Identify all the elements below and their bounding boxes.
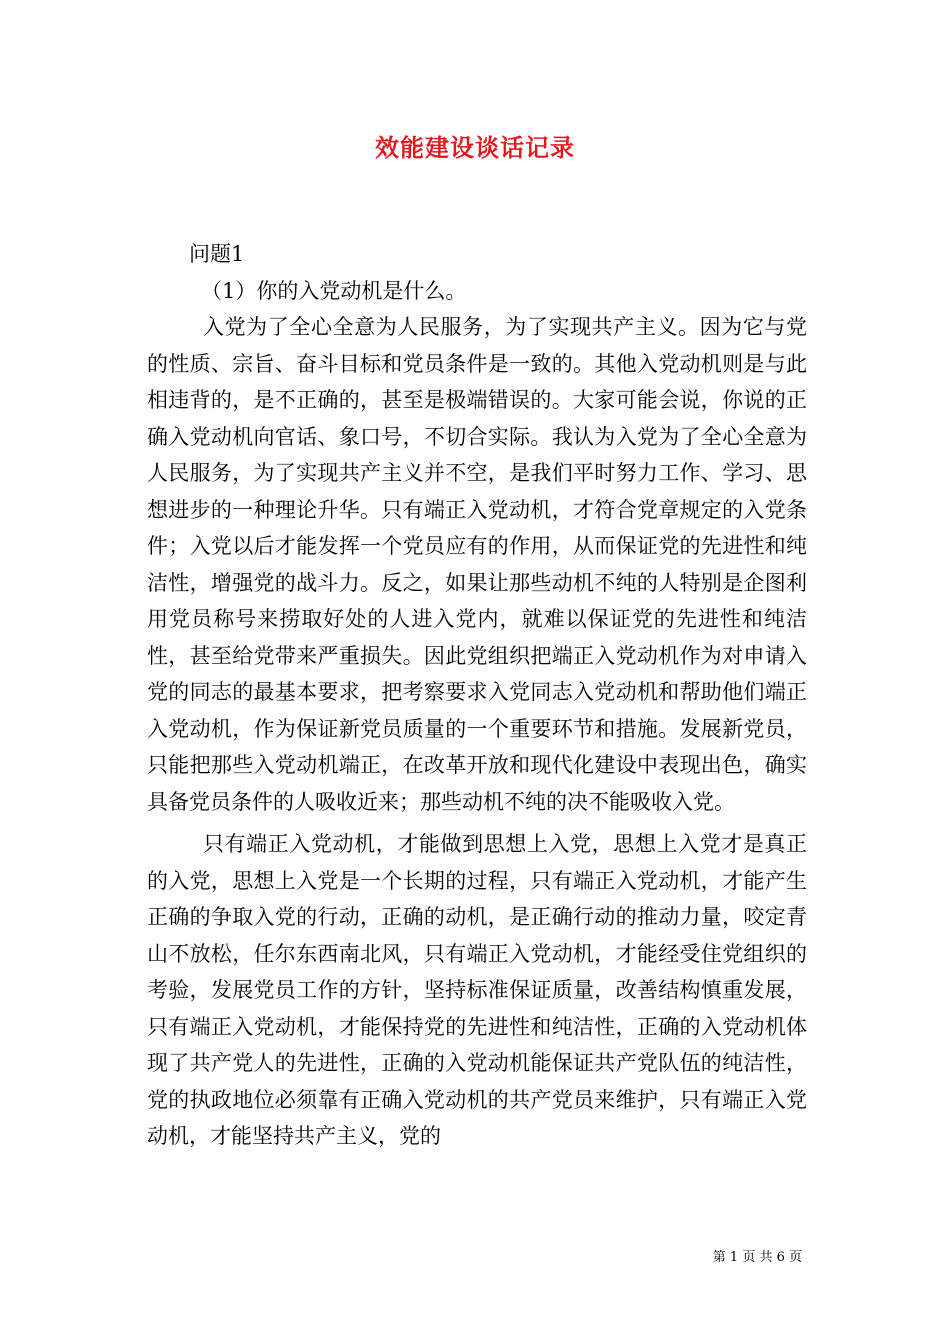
document-body	[147, 236, 807, 1155]
question-text: （1）你的入党动机是什么。	[201, 278, 467, 303]
page-number-footer: 第 1 页 共 6 页	[712, 1250, 802, 1265]
answer-paragraph-2: 只有端正入党动机，才能做到思想上入党，思想上入党才是真正的入党，思想上入党是一个长期的过程，只有端正入党动机，才能产生正确的争取入党的行动，正确的动机，是正确行动的推动力量，咬定青山不放松，任尔东西南北风，只有端正入党动机，才能经受住党组织的考验，发展党员工作的方针，坚持标准保证质量，改善结构慎重发展，只有端正入党动机，才能保持党的先进性和纯洁性，正确的入党动机体现了共产党人的先进性，正确的入党动机能保证共产党队伍的纯洁性，党的执政地位必须靠有正确入党动机的共产党员来维护，只有端正入党动机，才能坚持共产主义，党的	[147, 832, 807, 1148]
question-heading: 问题1	[189, 242, 245, 266]
answer-paragraph-1: 入党为了全心全意为人民服务，为了实现共产主义。因为它与党的性质、宗旨、奋斗目标和党员条件是一致的。其他入党动机则是与此相违背的，是不正确的，甚至是极端错误的。大家可能会说，你说的正确入党动机向官话、象口号，不切合实际。我认为入党为了全心全意为人民服务，为了实现共产主义并不空，是我们平时努力工作、学习、思想进步的一种理论升华。只有端正入党动机，才符合党章规定的入党条件；入党以后才能发挥一个党员应有的作用，从而保证党的先进性和纯洁性，增强党的战斗力。反之，如果让那些动机不纯的人特别是企图利用党员称号来捞取好处的人进入党内，就难以保证党的先进性和纯洁性，甚至给党带来严重损失。因此党组织把端正入党动机作为对申请入党的同志的最基本要求，把考察要求入党同志入党动机和帮助他们端正入党动机，作为保证新党员质量的一个重要环节和措施。发展新党员，只能把那些入党动机端正，在改革开放和现代化建设中表现出色，确实具备党员条件的人吸收近来；那些动机不纯的决不能吸收入党。	[147, 315, 807, 814]
document-title: 效能建设谈话记录	[375, 133, 575, 162]
